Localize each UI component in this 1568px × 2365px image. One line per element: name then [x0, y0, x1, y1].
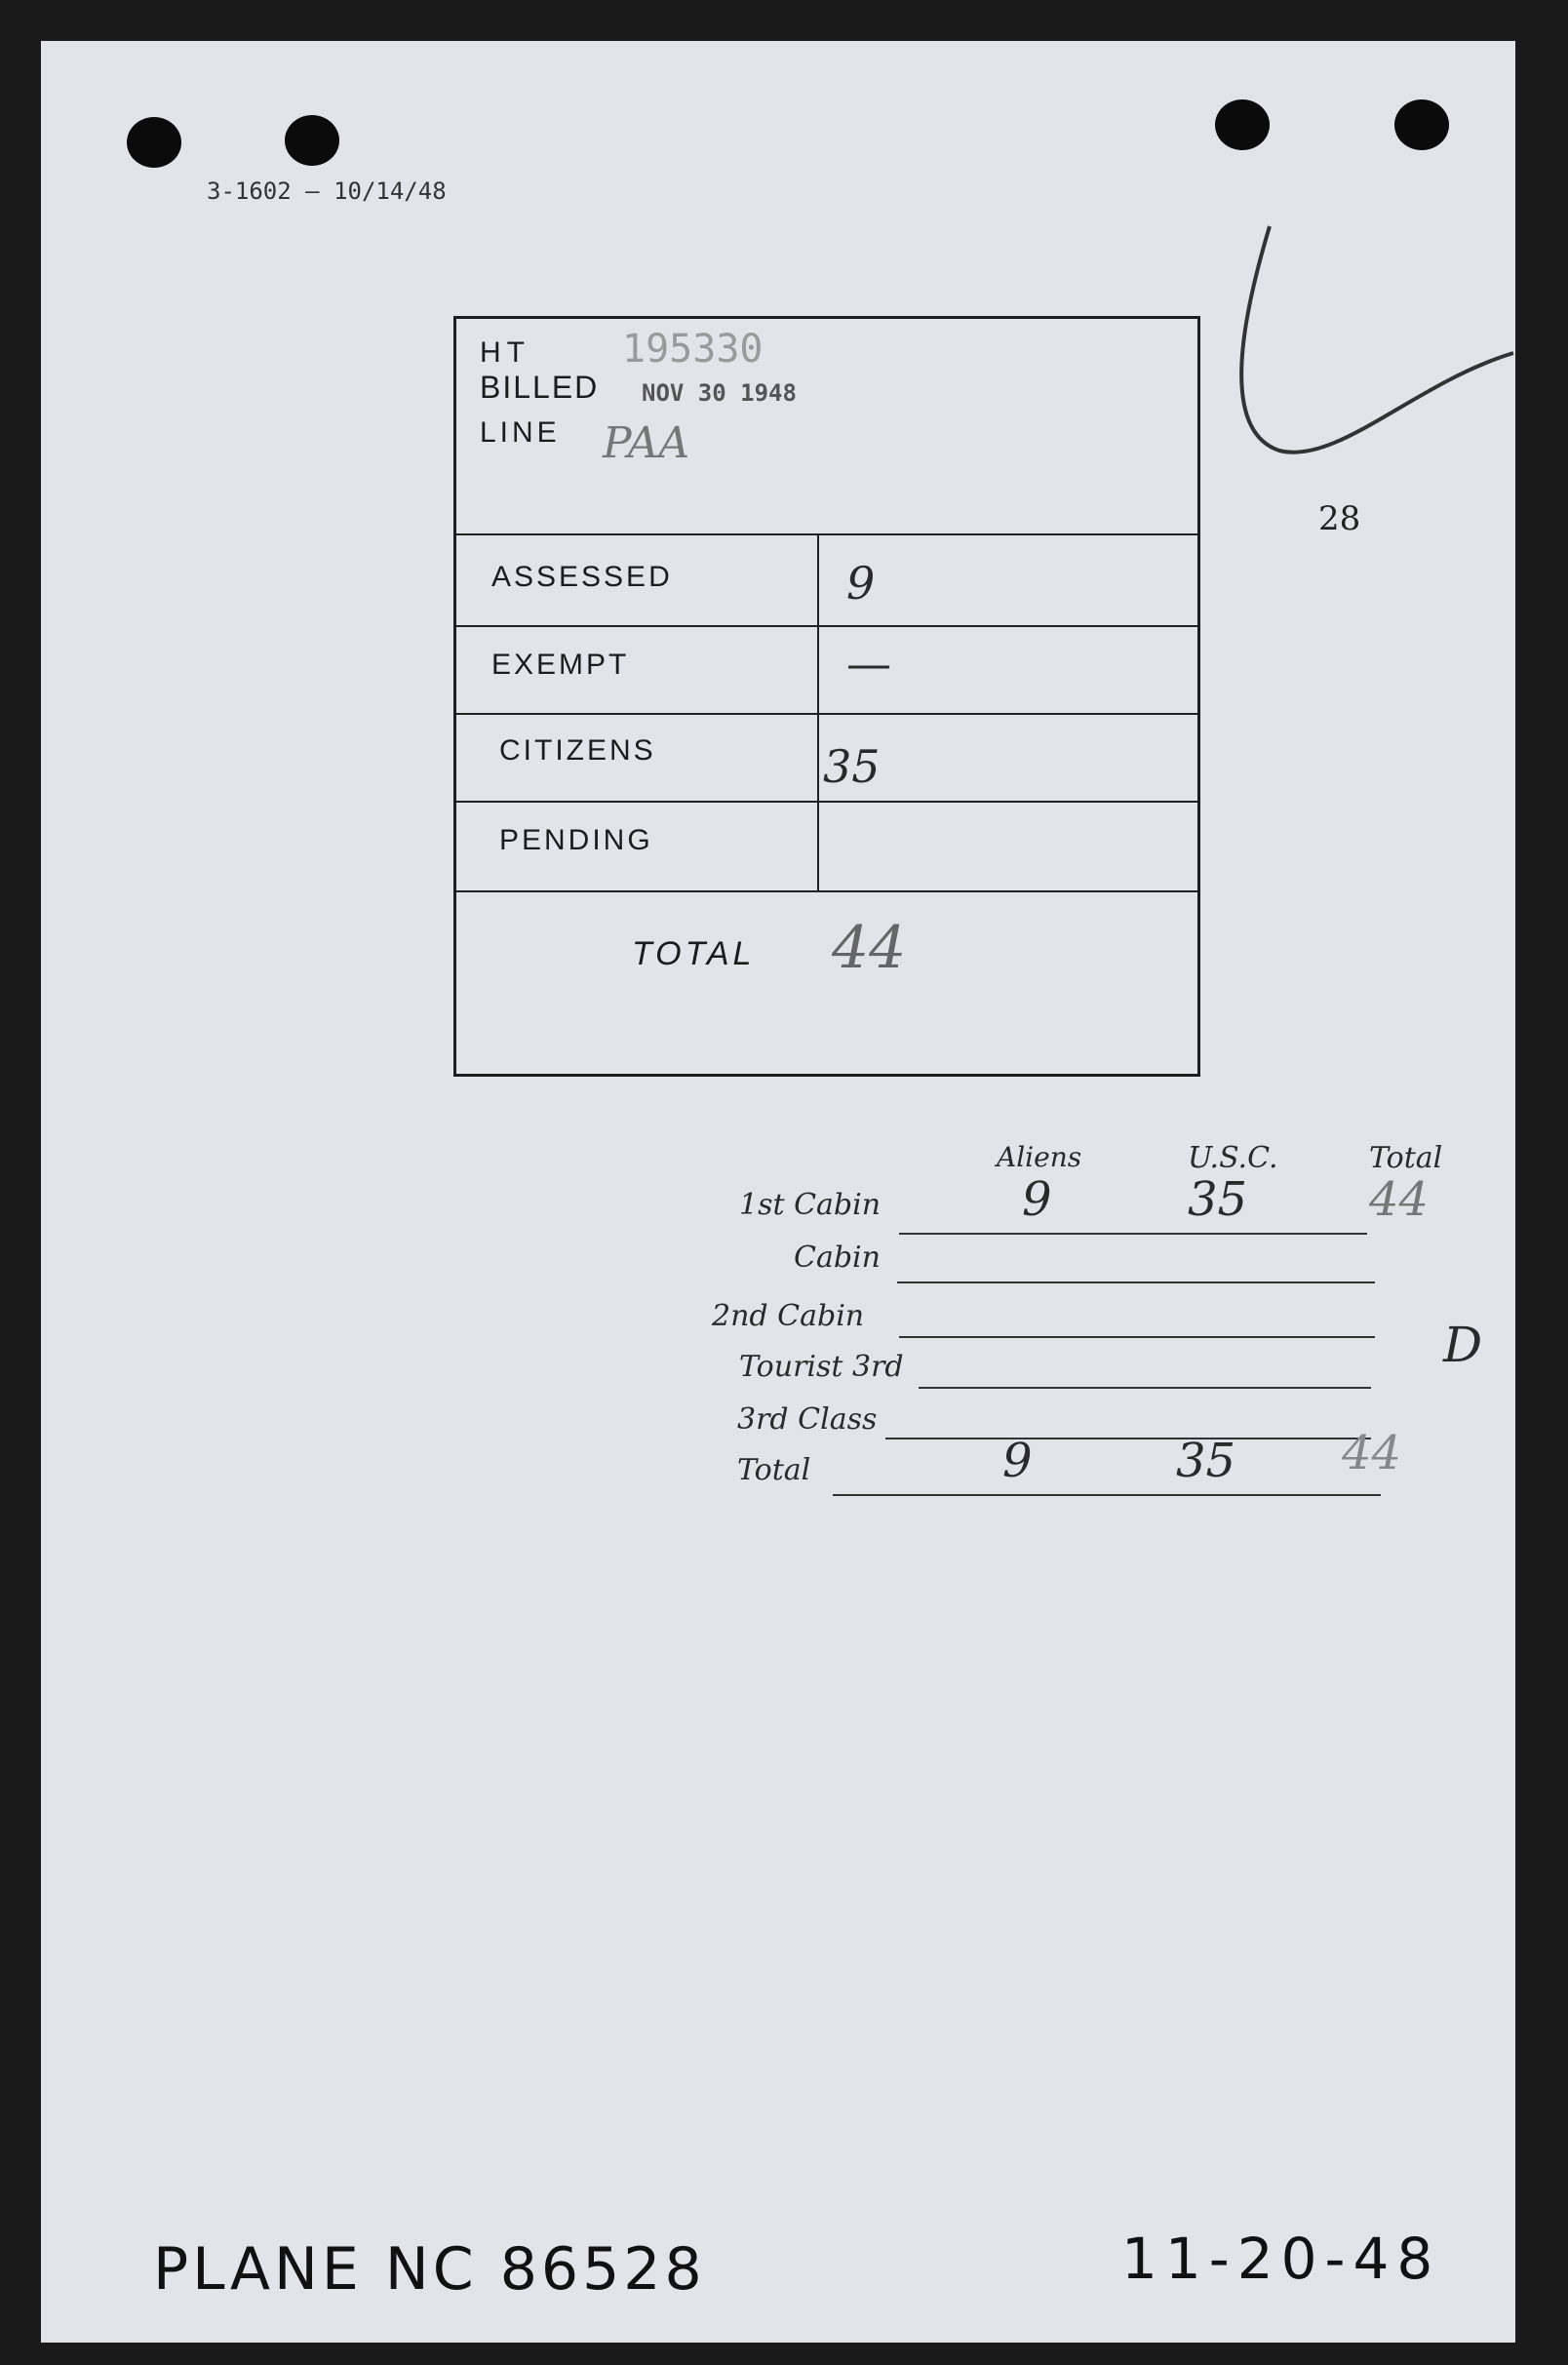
row-total-value: 44	[1342, 1426, 1402, 1480]
punch-hole	[1394, 99, 1449, 150]
exempt-value: —	[846, 637, 891, 690]
row-aliens-value: 9	[1002, 1434, 1033, 1488]
row-usc-value: 35	[1188, 1172, 1248, 1227]
citizens-label: CITIZENS	[499, 734, 656, 767]
box-divider	[456, 533, 1199, 535]
class-row-label: 3rd Class	[737, 1402, 878, 1437]
box-divider	[456, 801, 1199, 803]
col-header-usc: U.S.C.	[1188, 1141, 1278, 1175]
class-row-label: Cabin	[794, 1241, 881, 1275]
row-underline	[899, 1233, 1367, 1235]
form-number-line: 3-1602 — 10/14/48	[207, 177, 447, 205]
line-label: LINE	[480, 416, 561, 449]
box-divider	[456, 625, 1199, 627]
plane-number: PLANE NC 86528	[153, 2235, 706, 2304]
total-label: TOTAL	[632, 935, 756, 972]
box-column-divider	[817, 533, 819, 890]
pencil-check-mark	[1221, 187, 1523, 509]
line-value: PAA	[603, 418, 690, 468]
class-row-label: Total	[737, 1453, 811, 1487]
ht-value-stamp: 195330	[622, 327, 764, 372]
side-mark: D	[1443, 1317, 1483, 1373]
page-number: 28	[1318, 499, 1361, 538]
total-value: 44	[832, 914, 907, 982]
pending-label: PENDING	[499, 824, 653, 856]
row-underline	[897, 1281, 1375, 1283]
row-underline	[899, 1336, 1375, 1338]
punch-hole	[1215, 99, 1270, 150]
col-header-aliens: Aliens	[997, 1141, 1082, 1173]
exempt-label: EXEMPT	[491, 649, 630, 681]
row-total-value: 44	[1369, 1172, 1430, 1227]
row-underline	[885, 1438, 1371, 1439]
row-underline	[833, 1494, 1381, 1496]
row-usc-value: 35	[1176, 1434, 1236, 1488]
assessed-label: ASSESSED	[491, 561, 673, 593]
ht-label: HT	[480, 336, 530, 369]
class-row-label: Tourist 3rd	[739, 1350, 904, 1384]
row-aliens-value: 9	[1022, 1172, 1052, 1227]
document-page	[41, 41, 1515, 2343]
box-divider	[456, 890, 1199, 892]
class-row-label: 1st Cabin	[739, 1188, 882, 1222]
citizens-value: 35	[823, 740, 881, 793]
billed-label: BILLED	[480, 370, 600, 405]
punch-hole	[285, 115, 339, 166]
form-number: 3-1602	[207, 177, 292, 205]
billed-date-stamp: NOV 30 1948	[642, 379, 797, 407]
tally-box	[453, 316, 1200, 1077]
assessed-value: 9	[846, 557, 876, 610]
handwritten-date: 11-20-48	[1121, 2226, 1441, 2292]
class-row-label: 2nd Cabin	[712, 1299, 865, 1333]
punch-hole	[127, 117, 181, 168]
row-underline	[919, 1387, 1371, 1389]
col-header-total: Total	[1369, 1141, 1443, 1175]
form-date: 10/14/48	[333, 177, 447, 205]
box-divider	[456, 713, 1199, 715]
